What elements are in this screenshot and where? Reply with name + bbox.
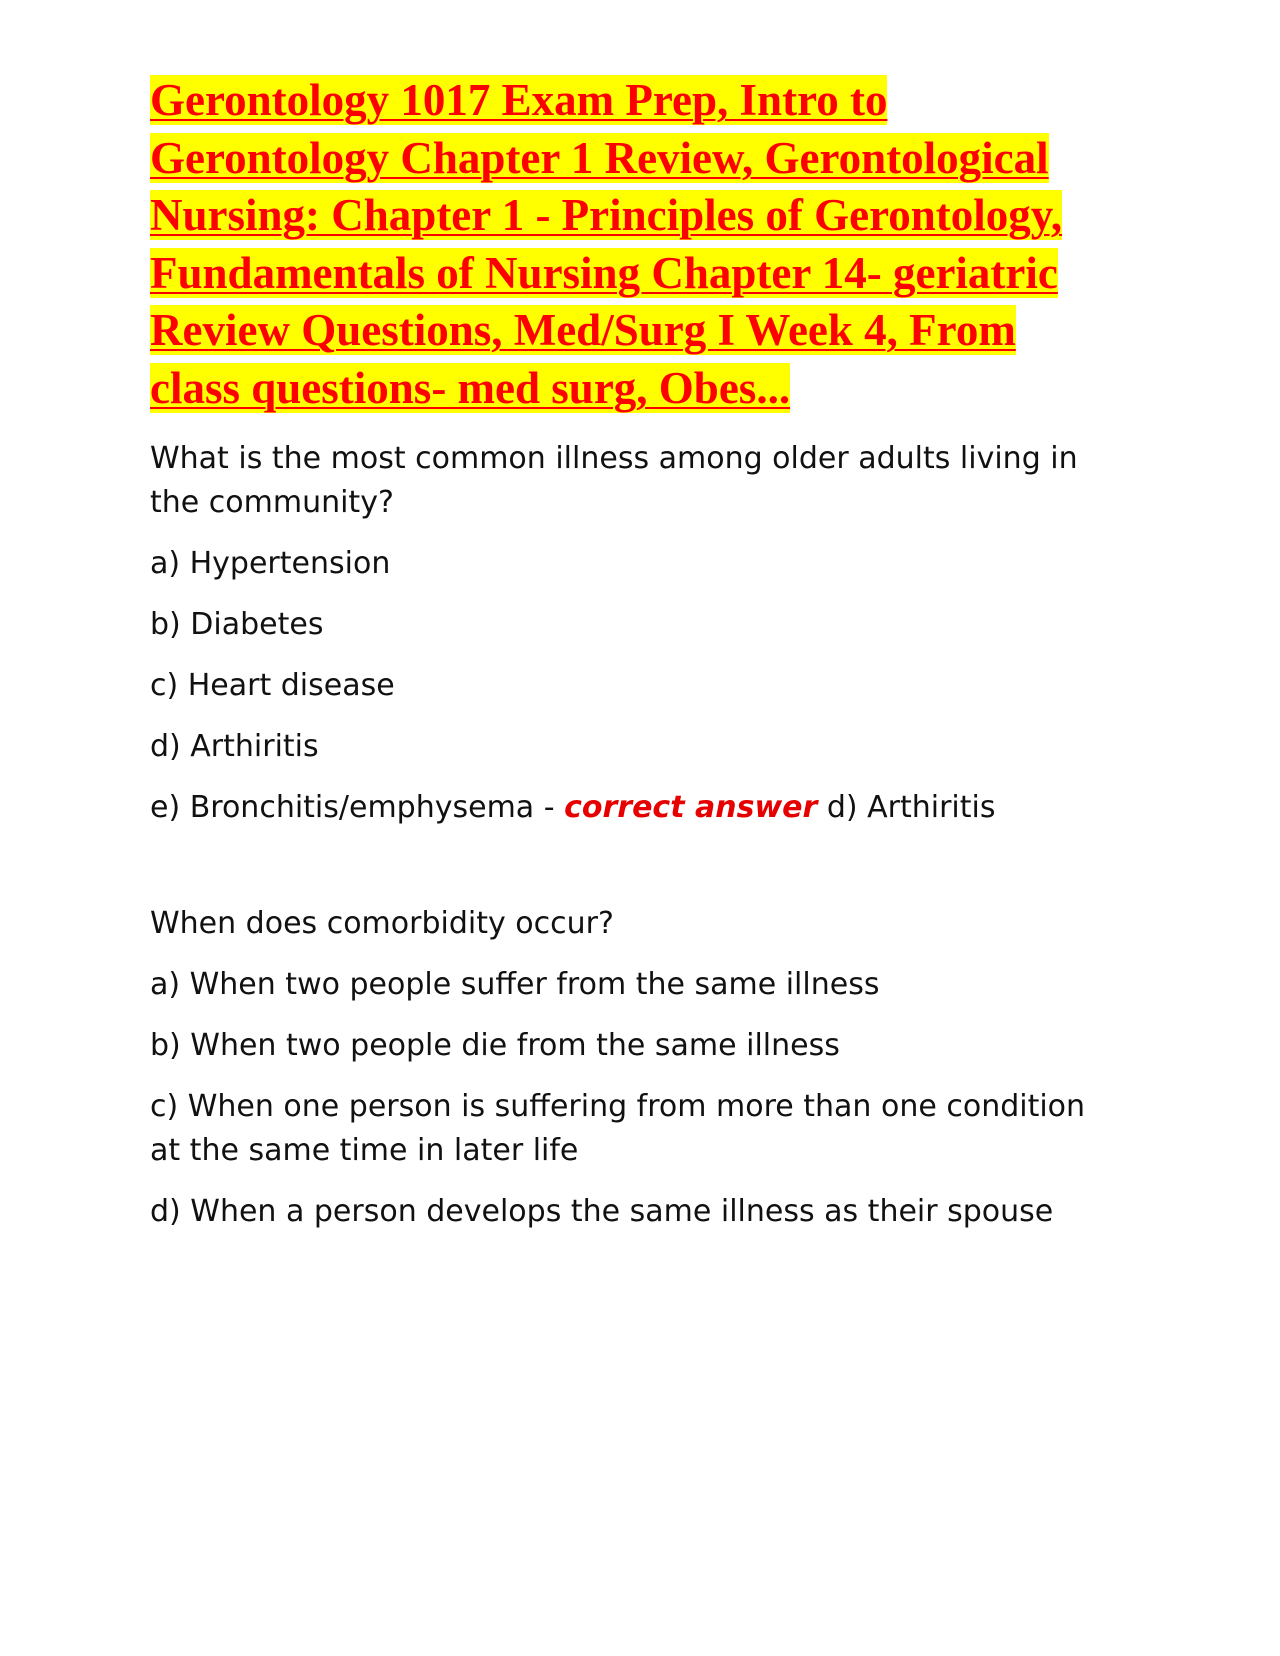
answer-option-with-correct xyxy=(150,786,1110,830)
question-block-2 xyxy=(150,902,1110,1234)
answer-option: d) When a person develops the same illness as their spouse xyxy=(150,1194,1054,1229)
section-spacer xyxy=(150,847,1110,902)
document-page xyxy=(150,72,1110,1251)
correct-answer-value: d) Arthiritis xyxy=(817,790,996,825)
answer-option: b) When two people die from the same illness xyxy=(150,1028,840,1063)
answer-option: c) Heart disease xyxy=(150,668,395,703)
answer-option: d) Arthiritis xyxy=(150,729,319,764)
question-block-1 xyxy=(150,437,1110,830)
question-text: When does comorbidity occur? xyxy=(150,906,614,941)
answer-option: b) Diabetes xyxy=(150,607,324,642)
answer-option: c) When one person is suffering from more than one condition at the same time in later life xyxy=(150,1089,1086,1168)
question-text: What is the most common illness among older adults living in the community? xyxy=(150,441,1078,520)
answer-option: a) Hypertension xyxy=(150,546,391,581)
answer-option: a) When two people suffer from the same illness xyxy=(150,967,880,1002)
answer-option-text: e) Bronchitis/emphysema - xyxy=(150,790,565,825)
document-title xyxy=(150,72,1110,417)
document-title-text: Gerontology 1017 Exam Prep, Intro to Gerontology Chapter 1 Review, Gerontological Nursing: Chapter 1 - Principles of Gerontology, Fundamentals of Nursing Chapter 14- geriatric Review Questions, Med/Surg I Week 4, From class questions- med surg, Obes... xyxy=(150,75,1063,413)
correct-answer-label: correct answer xyxy=(564,790,818,825)
